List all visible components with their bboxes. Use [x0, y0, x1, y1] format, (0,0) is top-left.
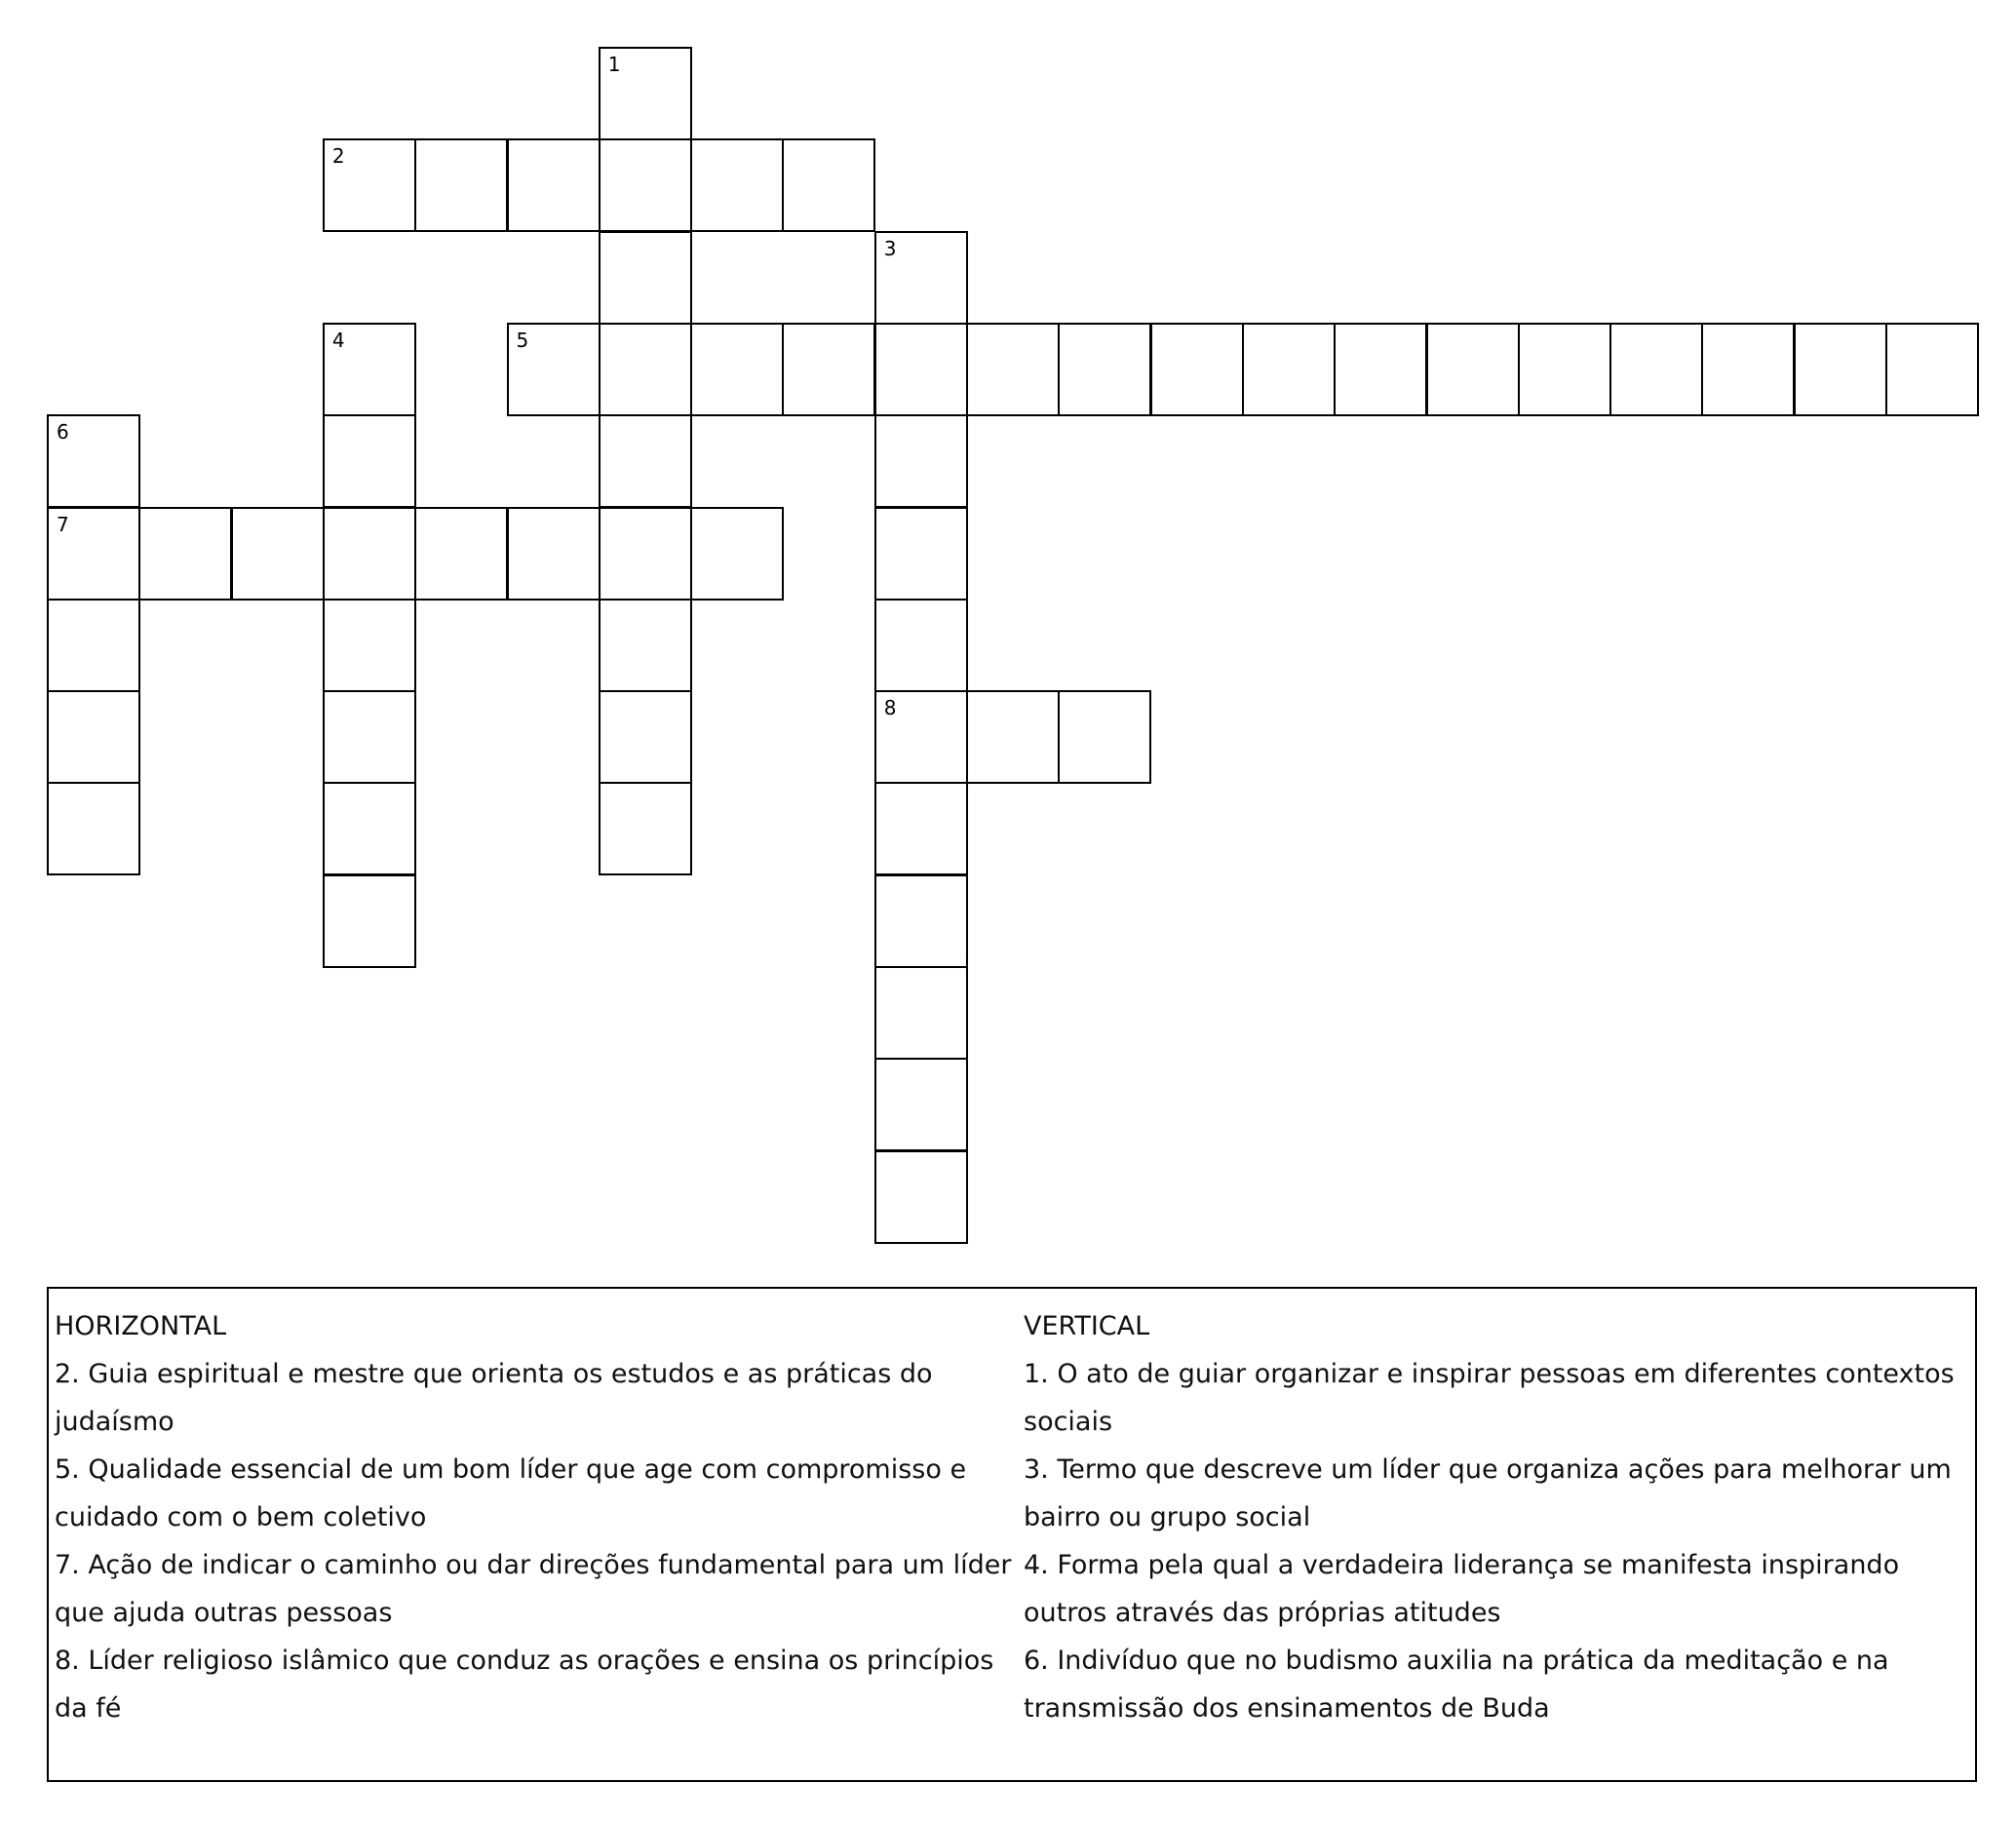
crossword-cell[interactable] [599, 599, 692, 692]
crossword-cell[interactable] [966, 323, 1060, 416]
crossword-cell[interactable] [323, 690, 416, 784]
crossword-cell[interactable] [782, 323, 875, 416]
crossword-cell[interactable] [47, 414, 140, 508]
crossword-cell[interactable] [414, 138, 508, 232]
crossword-cell[interactable] [599, 782, 692, 875]
crossword-cell[interactable] [1426, 323, 1520, 416]
clue-number: 2 [331, 144, 345, 169]
crossword-cell[interactable] [47, 690, 140, 784]
clue-vertical-4: 4. Forma pela qual a verdadeira liderança se manifesta inspirando outros através das próprias atitudes [1024, 1550, 1900, 1628]
crossword-cell[interactable] [599, 138, 692, 232]
clue-number: 6 [57, 420, 69, 445]
crossword-cell[interactable] [1794, 323, 1887, 416]
clue-number: 7 [57, 512, 69, 536]
crossword-cell[interactable] [782, 138, 875, 232]
crossword-cell[interactable] [874, 323, 968, 416]
clue-number: 1 [607, 53, 621, 76]
crossword-cell[interactable] [47, 507, 140, 601]
crossword-cell[interactable] [323, 507, 416, 601]
crossword-cell[interactable] [874, 782, 968, 875]
crossword-cell[interactable] [507, 323, 601, 416]
clue-horizontal-8: 8. Líder religioso islâmico que conduz as orações e ensina os princípios da fé [55, 1646, 994, 1724]
clue-number: 5 [516, 328, 529, 352]
horizontal-heading: HORIZONTAL [55, 1311, 227, 1341]
vertical-clues [1024, 1302, 1975, 1732]
crossword-cell[interactable] [966, 690, 1060, 784]
crossword-cell[interactable] [1518, 323, 1611, 416]
horizontal-clues [55, 1302, 1020, 1732]
crossword-cell[interactable] [690, 138, 784, 232]
crossword-cell[interactable] [1058, 690, 1151, 784]
crossword-cell[interactable] [874, 414, 968, 508]
crossword-cell[interactable] [47, 599, 140, 692]
crossword-cell[interactable] [414, 507, 508, 601]
clue-horizontal-2: 2. Guia espiritual e mestre que orienta os estudos e as práticas do judaísmo [55, 1359, 933, 1437]
clue-vertical-6: 6. Indivíduo que no budismo auxilia na prática da meditação e na transmissão dos ensinamentos de Buda [1024, 1646, 1889, 1724]
crossword-cell[interactable] [323, 323, 416, 416]
crossword-cell[interactable] [690, 507, 784, 601]
crossword-cell[interactable] [874, 690, 968, 784]
crossword-cell[interactable] [1701, 323, 1795, 416]
vertical-heading: VERTICAL [1024, 1311, 1150, 1341]
clue-number: 3 [883, 236, 897, 260]
crossword-cell[interactable] [599, 323, 692, 416]
crossword-cell[interactable] [874, 599, 968, 692]
crossword-cell[interactable] [874, 1058, 968, 1151]
crossword-cell[interactable] [47, 782, 140, 875]
crossword-cell[interactable] [507, 138, 601, 232]
crossword-cell[interactable] [231, 507, 325, 601]
crossword-cell[interactable] [323, 782, 416, 875]
clue-horizontal-5: 5. Qualidade essencial de um bom líder que age com compromisso e cuidado com o bem coletivo [55, 1454, 967, 1532]
crossword-cell[interactable] [1242, 323, 1336, 416]
clue-vertical-1: 1. O ato de guiar organizar e inspirar pessoas em diferentes contextos sociais [1024, 1359, 1955, 1437]
crossword-cell[interactable] [599, 47, 692, 140]
crossword-cell[interactable] [599, 507, 692, 601]
crossword-cell[interactable] [323, 874, 416, 968]
crossword-cell[interactable] [1885, 323, 1979, 416]
crossword-cell[interactable] [874, 874, 968, 968]
crossword-cell[interactable] [1058, 323, 1151, 416]
crossword-cell[interactable] [1150, 323, 1244, 416]
crossword-cell[interactable] [874, 507, 968, 601]
crossword-cell[interactable] [599, 414, 692, 508]
crossword-cell[interactable] [323, 599, 416, 692]
crossword-cell[interactable] [507, 507, 601, 601]
crossword-cell[interactable] [323, 138, 416, 232]
crossword-cell[interactable] [874, 966, 968, 1060]
clues-box [47, 1287, 1977, 1782]
clue-vertical-3: 3. Termo que descreve um líder que organiza ações para melhorar um bairro ou grupo social [1024, 1454, 1952, 1532]
crossword-cell[interactable] [1609, 323, 1703, 416]
clue-number: 4 [331, 328, 345, 352]
crossword-cell[interactable] [874, 231, 968, 325]
crossword-cell[interactable] [599, 231, 692, 325]
crossword-cell[interactable] [690, 323, 784, 416]
clue-number: 8 [883, 696, 897, 720]
clue-horizontal-7: 7. Ação de indicar o caminho ou dar direções fundamental para um líder que ajuda outras pessoas [55, 1550, 1012, 1628]
crossword-cell[interactable] [1334, 323, 1427, 416]
crossword-cell[interactable] [323, 414, 416, 508]
crossword-cell[interactable] [874, 1150, 968, 1244]
crossword-cell[interactable] [138, 507, 232, 601]
crossword-cell[interactable] [599, 690, 692, 784]
